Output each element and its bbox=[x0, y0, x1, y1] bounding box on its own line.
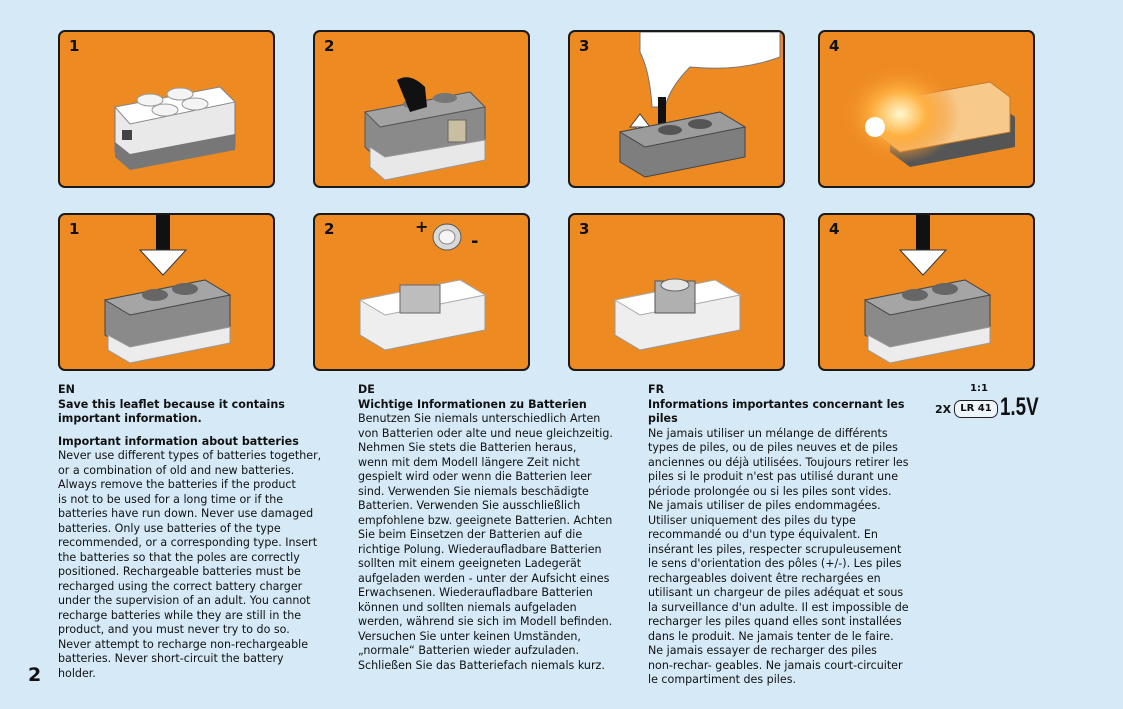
text-line: Utiliser uniquement des piles du type bbox=[648, 513, 856, 527]
text-line: richtige Polung. Wiederaufladbare Batterien bbox=[358, 542, 602, 556]
text-line: Ne jamais utiliser un mélange de différents bbox=[648, 426, 888, 440]
english-section bbox=[58, 383, 328, 681]
step-panel-remove-2 bbox=[313, 30, 530, 188]
text-line: Ne jamais utiliser de piles endommagées. bbox=[648, 499, 881, 512]
body-text bbox=[648, 427, 923, 688]
text-line: période prolongée ou si les piles sont vides. bbox=[648, 484, 892, 498]
text-line: können und sollten niemals aufgeladen bbox=[358, 600, 577, 614]
page-number: 2 bbox=[28, 664, 42, 686]
text-line: is not to be used for a long time or if the bbox=[58, 492, 284, 506]
text-line: Schließen Sie das Batteriefach niemals kurz. bbox=[358, 658, 605, 672]
text-line: recommandé ou d'un type équivalent. En bbox=[648, 528, 878, 541]
step-panel-remove-3 bbox=[568, 30, 785, 188]
tool-insert-illustration bbox=[60, 215, 275, 371]
body-text bbox=[58, 449, 328, 681]
text-line: aufgeladen werden - unter der Aufsicht eines bbox=[358, 571, 610, 585]
text-line: werden, während sie sich im Modell befinden. bbox=[358, 615, 613, 628]
text-line: recharger les piles quand elles sont installées bbox=[648, 615, 902, 628]
text-line: under the supervision of an adult. You cannot bbox=[58, 594, 311, 607]
battery-type-badge: LR 41 bbox=[954, 400, 998, 418]
text-line: holder. bbox=[58, 666, 96, 680]
coin-battery-illustration bbox=[315, 215, 530, 371]
body-text bbox=[358, 412, 633, 673]
text-line: or a combination of old and new batteries. bbox=[58, 463, 295, 477]
save-notice-line: Save this leaflet because it contains bbox=[58, 397, 285, 411]
text-line: sollten mit einem geeigneten Ladegerät bbox=[358, 557, 582, 570]
brick-battery-inserted-illustration bbox=[570, 215, 785, 371]
battery-voltage: 1.5V bbox=[1000, 393, 1039, 421]
step-panel-insert-3 bbox=[568, 213, 785, 371]
german-section bbox=[358, 383, 633, 673]
text-line: dans le produit. Ne jamais tenter de le faire. bbox=[648, 629, 894, 643]
minus-pole-label: - bbox=[471, 231, 479, 252]
step-panel-remove-1 bbox=[58, 30, 275, 188]
tool-close-illustration bbox=[820, 215, 1035, 371]
brick-with-tool-illustration bbox=[315, 32, 530, 188]
save-notice-line: important information. bbox=[58, 412, 202, 425]
text-line: anciennes ou déjà utilisées. Toujours retirer les bbox=[648, 455, 909, 469]
text-line: batteries have run down. Never use damaged bbox=[58, 507, 314, 520]
step-panel-insert-1 bbox=[58, 213, 275, 371]
text-line: Always remove the batteries if the product bbox=[58, 478, 296, 491]
text-line: recharge batteries while they are still in the bbox=[58, 608, 302, 622]
text-line: product, and you must never try to do so. bbox=[58, 623, 290, 636]
step-number: 1 bbox=[69, 220, 80, 238]
text-line: Batterien. Verwenden Sie ausschließlich bbox=[358, 499, 581, 512]
text-line: wenn mit dem Modell längere Zeit nicht bbox=[358, 455, 580, 469]
text-line: Versuchen Sie unter keinen Umständen, bbox=[358, 629, 581, 643]
text-line: von Batterien oder alte und neue gleichzeitig. bbox=[358, 426, 613, 440]
section-heading: Informations importantes concernant les piles bbox=[648, 397, 905, 425]
text-line: Sie beim Einsetzen der Batterien auf die bbox=[358, 528, 583, 541]
text-line: le compartiment des piles. bbox=[648, 673, 797, 686]
text-line: Benutzen Sie niemals unterschiedlich Arten bbox=[358, 412, 601, 425]
step-number: 3 bbox=[579, 220, 590, 238]
section-heading: Wichtige Informationen zu Batterien bbox=[358, 397, 587, 411]
text-line: rechargeables doivent être rechargées en bbox=[648, 571, 881, 585]
text-line: batteries. Never short-circuit the battery bbox=[58, 652, 284, 665]
glowing-brick-illustration bbox=[820, 32, 1035, 188]
text-line: piles si le produit n'est pas utilisé durant une bbox=[648, 470, 899, 483]
text-line: Nehmen Sie stets die Batterien heraus, bbox=[358, 441, 577, 454]
step-number: 4 bbox=[829, 220, 840, 238]
light-brick-illustration bbox=[60, 32, 275, 188]
plus-pole-label: + bbox=[415, 217, 429, 236]
text-line: the batteries so that the poles are correctly bbox=[58, 550, 300, 564]
text-line: positioned. Rechargeable batteries must be bbox=[58, 565, 301, 578]
text-line: Ne jamais essayer de recharger des piles bbox=[648, 644, 877, 657]
battery-quantity: 2X bbox=[935, 403, 952, 416]
text-line: sind. Verwenden Sie niemals beschädigte bbox=[358, 484, 589, 498]
language-code: DE bbox=[358, 383, 375, 396]
battery-spec bbox=[930, 383, 1040, 423]
text-line: batteries. Only use batteries of the type bbox=[58, 521, 281, 535]
step-number: 4 bbox=[829, 37, 840, 55]
text-line: Never attempt to recharge non-rechargeable bbox=[58, 637, 309, 651]
text-line: empfohlene bzw. geeignete Batterien. Achten bbox=[358, 513, 613, 527]
text-line: insérant les piles, respecter scrupuleusement bbox=[648, 542, 902, 556]
text-line: gespielt wird oder wenn die Batterien leer bbox=[358, 470, 592, 483]
step-number: 1 bbox=[69, 37, 80, 55]
text-line: le sens d'orientation des pôles (+/-). Les piles bbox=[648, 557, 902, 570]
step-panel-insert-2 bbox=[313, 213, 530, 371]
section-heading: Important information about batteries bbox=[58, 434, 299, 448]
step-panel-remove-4 bbox=[818, 30, 1035, 188]
scale-label: 1:1 bbox=[970, 383, 988, 394]
text-line: Never use different types of batteries together, bbox=[58, 449, 322, 462]
text-line: utilisant un chargeur de piles adéquat et sous bbox=[648, 586, 904, 599]
french-section bbox=[648, 383, 923, 688]
language-code: FR bbox=[648, 383, 665, 396]
text-line: recharged using the correct battery charger bbox=[58, 579, 303, 593]
language-code: EN bbox=[58, 383, 75, 396]
text-line: types de piles, ou de piles neuves et de piles bbox=[648, 441, 898, 454]
text-line: Erwachsenen. Wiederaufladbare Batterien bbox=[358, 586, 593, 599]
text-line: non-rechar- geables. Ne jamais court-circuiter bbox=[648, 658, 903, 672]
step-number: 2 bbox=[324, 220, 335, 238]
text-line: „normale“ Batterien wieder aufzuladen. bbox=[358, 644, 580, 657]
text-line: la surveillance d'un adulte. Il est impossible de bbox=[648, 600, 909, 614]
step-panel-insert-4 bbox=[818, 213, 1035, 371]
hand-pulling-tool-illustration bbox=[570, 32, 785, 188]
text-line: recommended, or a corresponding type. Insert bbox=[58, 536, 318, 549]
step-number: 2 bbox=[324, 37, 335, 55]
step-number: 3 bbox=[579, 37, 590, 55]
